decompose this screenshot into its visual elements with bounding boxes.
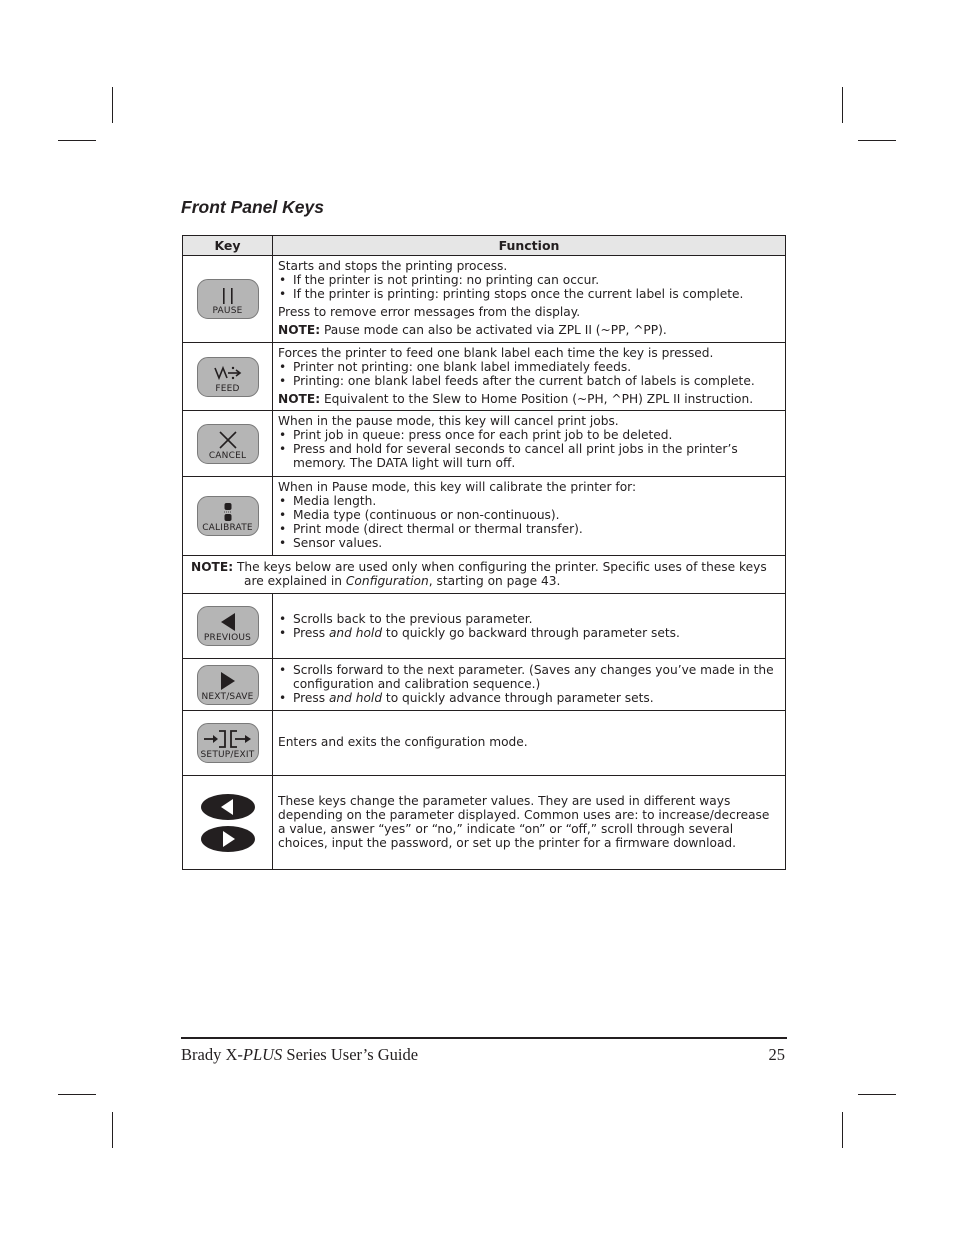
crop-mark bbox=[858, 140, 896, 141]
crop-mark bbox=[58, 1094, 96, 1095]
note-text: , starting on page 43. bbox=[428, 574, 561, 588]
function-cell bbox=[273, 256, 786, 343]
front-panel-keys-table bbox=[182, 235, 786, 870]
note-label: NOTE: bbox=[191, 560, 234, 574]
description: When in the pause mode, this key will cancel print jobs. bbox=[278, 414, 619, 428]
key-label: PAUSE bbox=[212, 306, 243, 316]
bullet-list bbox=[278, 663, 780, 705]
triangle-right-icon bbox=[201, 826, 255, 852]
note-label: NOTE: bbox=[278, 323, 321, 337]
footer-text: Series User’s Guide bbox=[282, 1045, 419, 1064]
table-row bbox=[183, 256, 786, 343]
function-cell bbox=[273, 594, 786, 659]
key-label: CALIBRATE bbox=[202, 523, 253, 533]
description: Forces the printer to feed one blank label each time the key is pressed. bbox=[278, 346, 714, 360]
note bbox=[278, 392, 780, 406]
key-cell bbox=[183, 343, 273, 411]
key-cell bbox=[183, 776, 273, 870]
list-item: • Sensor values. bbox=[278, 536, 780, 550]
list-item: • Scrolls forward to the next parameter. (Saves any changes you’ve made in the configuration and calibration sequence.) bbox=[278, 663, 780, 691]
key-label: CANCEL bbox=[208, 450, 247, 461]
description: Enters and exits the configuration mode. bbox=[278, 735, 528, 749]
note-text: Pause mode can also be activated via ZPL II (~PP, ^PP). bbox=[320, 323, 667, 337]
feed-icon bbox=[213, 365, 243, 383]
crop-mark bbox=[112, 1112, 113, 1148]
table-row bbox=[183, 343, 786, 411]
bullet-list bbox=[278, 360, 780, 388]
list-item: • Printer not printing: one blank label immediately feeds. bbox=[278, 360, 780, 374]
function-cell bbox=[273, 711, 786, 776]
table-row bbox=[183, 659, 786, 711]
bullet-list bbox=[278, 612, 780, 640]
footer-title bbox=[181, 1045, 418, 1065]
next-save-key bbox=[197, 665, 259, 705]
footer-rule bbox=[181, 1037, 787, 1039]
function-cell bbox=[273, 659, 786, 711]
list-emphasis: and hold bbox=[328, 691, 383, 705]
bullet-list bbox=[278, 494, 780, 550]
crop-mark bbox=[858, 1094, 896, 1095]
list-item: • Scrolls back to the previous parameter. bbox=[278, 612, 780, 626]
list-text: to quickly advance through parameter sets. bbox=[382, 691, 654, 705]
note-text: Equivalent to the Slew to Home Position (~PH, ^PH) ZPL II instruction. bbox=[320, 392, 754, 406]
column-header-key: Key bbox=[183, 236, 273, 256]
bullet-list bbox=[278, 428, 780, 470]
crop-mark bbox=[842, 1112, 843, 1148]
feed-key bbox=[197, 357, 259, 397]
description: Starts and stops the printing process. bbox=[278, 259, 508, 273]
list-item: • If the printer is not printing: no printing can occur. bbox=[278, 273, 780, 287]
setup-exit-icon bbox=[203, 729, 253, 749]
pause-icon bbox=[220, 287, 236, 305]
table-row bbox=[183, 411, 786, 477]
key-cell bbox=[183, 594, 273, 659]
setup-exit-key bbox=[197, 723, 259, 763]
note-text: The keys below are used only when configuring the printer. Specific uses of these keys are explained in bbox=[233, 560, 767, 588]
key-cell bbox=[183, 256, 273, 343]
left-arrow-key bbox=[201, 794, 255, 820]
key-cell bbox=[183, 411, 273, 477]
note bbox=[191, 560, 777, 588]
table-row bbox=[183, 594, 786, 659]
list-item: • Print job in queue: press once for each print job to be deleted. bbox=[278, 428, 780, 442]
table-row bbox=[183, 556, 786, 594]
list-emphasis: and hold bbox=[328, 625, 383, 640]
note bbox=[278, 323, 780, 337]
calibrate-key bbox=[197, 496, 259, 536]
list-item bbox=[278, 691, 780, 705]
key-label: SETUP/EXIT bbox=[200, 750, 255, 760]
description: These keys change the parameter values. They are used in different ways depending on the parameter displayed. Common uses are: to increase/decrease a value, answer “yes” or “no,” indicate “on” or “off,” scroll through several choices, input the password, or set up the printer for a firmware download. bbox=[278, 794, 770, 850]
list-item: • Media type (continuous or non-continuous). bbox=[278, 508, 780, 522]
list-item bbox=[278, 626, 780, 640]
table-row bbox=[183, 477, 786, 556]
list-item: • If the printer is printing: printing stops once the current label is complete. bbox=[278, 287, 780, 301]
key-label: NEXT/SAVE bbox=[201, 691, 254, 702]
section-title: Front Panel Keys bbox=[181, 197, 324, 217]
key-cell bbox=[183, 711, 273, 776]
crop-mark bbox=[842, 87, 843, 123]
list-text: Press bbox=[293, 691, 329, 705]
description: Press to remove error messages from the display. bbox=[278, 305, 581, 319]
configuration-note bbox=[183, 556, 786, 594]
previous-key bbox=[197, 606, 259, 646]
list-item: • Media length. bbox=[278, 494, 780, 508]
right-arrow-key bbox=[201, 826, 255, 852]
table-header-row bbox=[183, 236, 786, 256]
table-row bbox=[183, 711, 786, 776]
key-cell bbox=[183, 659, 273, 711]
list-item: • Printing: one blank label feeds after the current batch of labels is complete. bbox=[278, 374, 780, 388]
close-icon bbox=[218, 431, 238, 450]
note-reference: Configuration bbox=[345, 574, 429, 588]
page-number: 25 bbox=[768, 1045, 785, 1064]
footer-emphasis: PLUS bbox=[242, 1045, 283, 1064]
function-cell bbox=[273, 411, 786, 477]
bullet-list bbox=[278, 273, 780, 301]
function-cell bbox=[273, 776, 786, 870]
triangle-left-icon bbox=[201, 794, 255, 820]
key-label: FEED bbox=[215, 383, 240, 394]
function-cell bbox=[273, 477, 786, 556]
key-label: PREVIOUS bbox=[203, 633, 252, 643]
triangle-right-icon bbox=[219, 671, 237, 691]
function-cell bbox=[273, 343, 786, 411]
cancel-key bbox=[197, 424, 259, 464]
crop-mark bbox=[112, 87, 113, 123]
pause-key bbox=[197, 279, 259, 319]
key-cell bbox=[183, 477, 273, 556]
note-label: NOTE: bbox=[278, 392, 321, 406]
table-row bbox=[183, 776, 786, 870]
list-item: • Print mode (direct thermal or thermal transfer). bbox=[278, 522, 780, 536]
description: When in Pause mode, this key will calibrate the printer for: bbox=[278, 480, 637, 494]
column-header-function: Function bbox=[273, 236, 786, 256]
footer-text: Brady X- bbox=[181, 1045, 243, 1064]
list-text: Press bbox=[293, 625, 329, 640]
triangle-left-icon bbox=[219, 612, 237, 632]
list-item: • Press and hold for several seconds to cancel all print jobs in the printer’s memory. The DATA light will turn off. bbox=[278, 442, 780, 470]
list-text: to quickly go backward through parameter sets. bbox=[382, 625, 680, 640]
crop-mark bbox=[58, 140, 96, 141]
calibrate-icon bbox=[222, 502, 234, 522]
